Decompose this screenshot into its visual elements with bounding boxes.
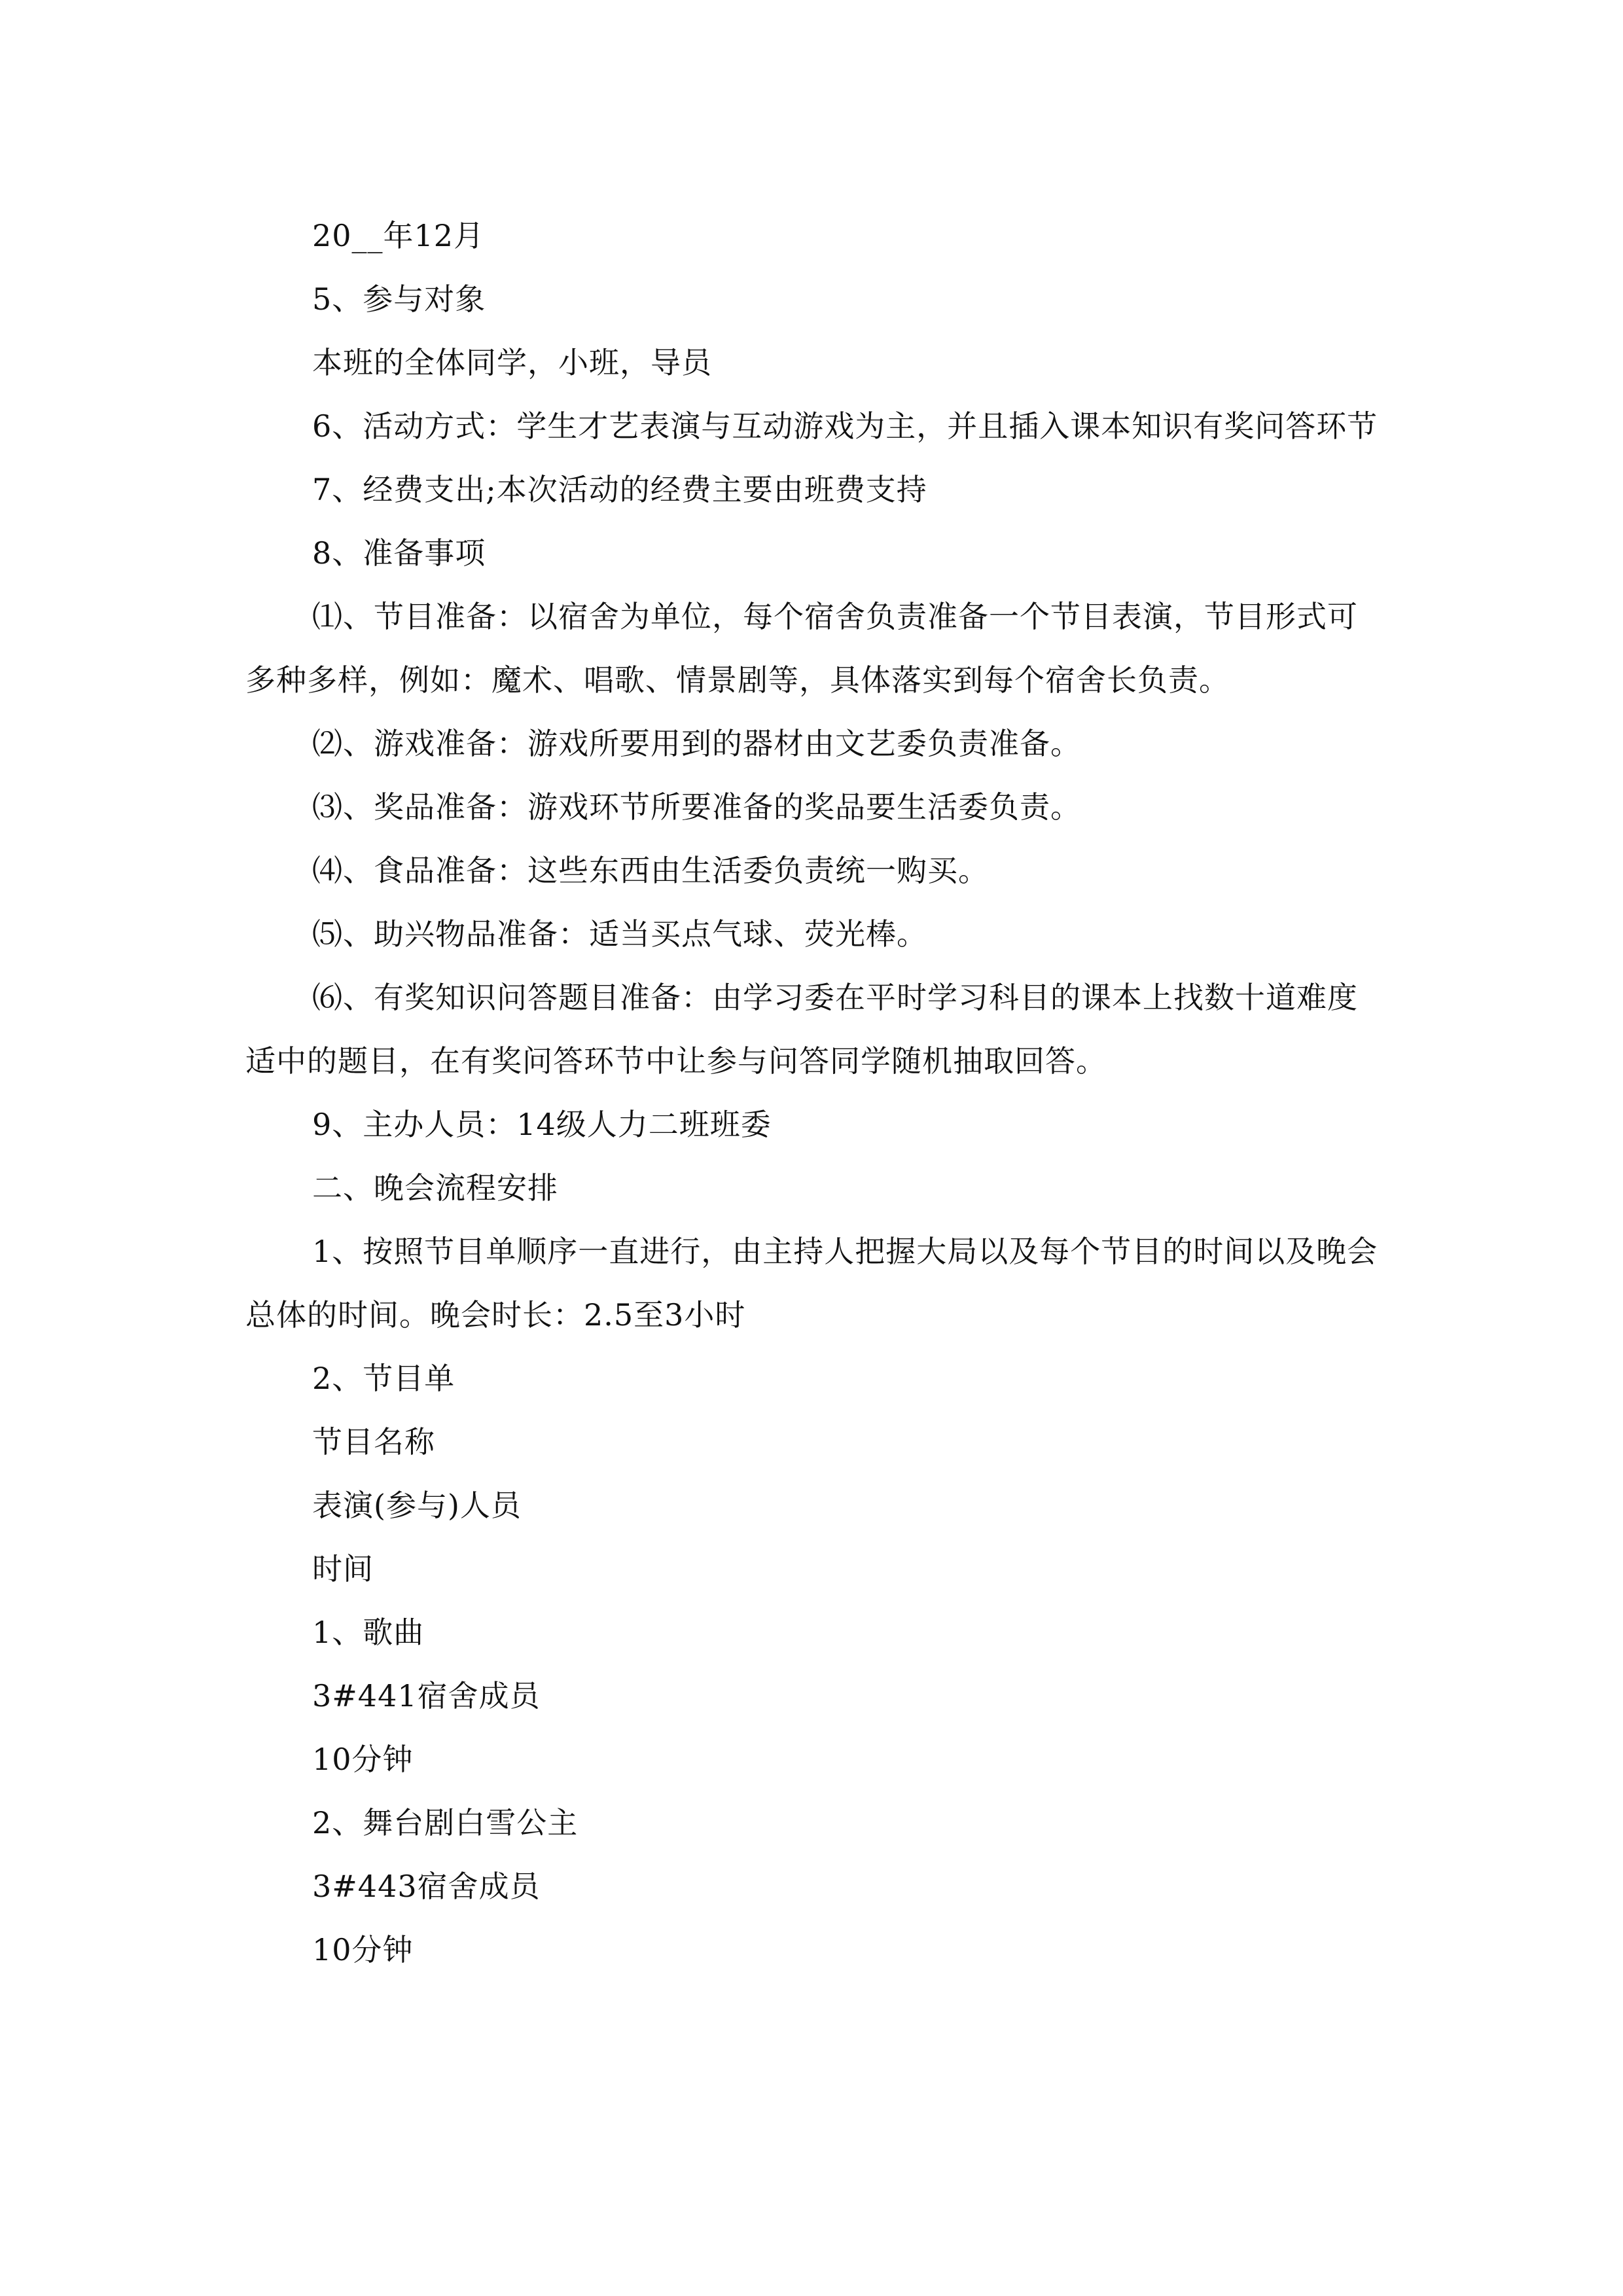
program-1-name: 1、歌曲 bbox=[312, 1615, 425, 1650]
prep-item-2-games: ⑵、游戏准备：游戏所要用到的器材由文艺委负责准备。 bbox=[312, 726, 1081, 761]
program-1-performers: 3#441宿舍成员 bbox=[312, 1678, 541, 1713]
program-1-time: 10分钟 bbox=[312, 1742, 414, 1777]
program-2-time: 10分钟 bbox=[312, 1932, 414, 1967]
prep-item-4-food: ⑷、食品准备：这些东西由生活委负责统一购买。 bbox=[312, 853, 989, 888]
part-2-heading: 二、晚会流程安排 bbox=[312, 1170, 558, 1206]
participants-text: 本班的全体同学，小班，导员 bbox=[312, 345, 712, 380]
prep-item-1-program: ⑴、节目准备：以宿舍为单位，每个宿舍负责准备一个节目表演，节目形式可多种多样，例如：魔术、唱歌、情景剧等，具体落实到每个宿舍长负责。 bbox=[245, 599, 1358, 698]
prep-item-6-quiz: ⑹、有奖知识问答题目准备：由学习委在平时学习科目的课本上找数十道难度适中的题目，在有奖问答环节中让参与问答同学随机抽取回答。 bbox=[245, 980, 1358, 1079]
section-6-activity-format: 6、活动方式：学生才艺表演与互动游戏为主，并且插入课本知识有奖问答环节 bbox=[312, 408, 1378, 444]
section-7-expenses: 7、经费支出;本次活动的经费主要由班费支持 bbox=[312, 472, 927, 507]
flow-item-1: 1、按照节目单顺序一直进行，由主持人把握大局以及每个节目的时间以及晚会总体的时间。晚会时长：2.5至3小时 bbox=[245, 1234, 1378, 1333]
program-header-performers: 表演(参与)人员 bbox=[312, 1488, 522, 1523]
program-header-name: 节目名称 bbox=[312, 1424, 435, 1460]
program-2-performers: 3#443宿舍成员 bbox=[312, 1869, 541, 1904]
section-9-organizers: 9、主办人员：14级人力二班班委 bbox=[312, 1107, 772, 1142]
section-8-heading: 8、准备事项 bbox=[312, 535, 486, 571]
flow-item-2-program-list: 2、节目单 bbox=[312, 1361, 455, 1396]
prep-item-5-props: ⑸、助兴物品准备：适当买点气球、荧光棒。 bbox=[312, 916, 927, 952]
program-header-time: 时间 bbox=[312, 1551, 374, 1587]
prep-item-3-prizes: ⑶、奖品准备：游戏环节所要准备的奖品要生活委负责。 bbox=[312, 789, 1081, 825]
document-body bbox=[245, 204, 1381, 1982]
date-line: 20__年12月 bbox=[312, 218, 485, 253]
section-5-heading: 5、参与对象 bbox=[312, 281, 486, 317]
program-2-name: 2、舞台剧白雪公主 bbox=[312, 1805, 579, 1840]
